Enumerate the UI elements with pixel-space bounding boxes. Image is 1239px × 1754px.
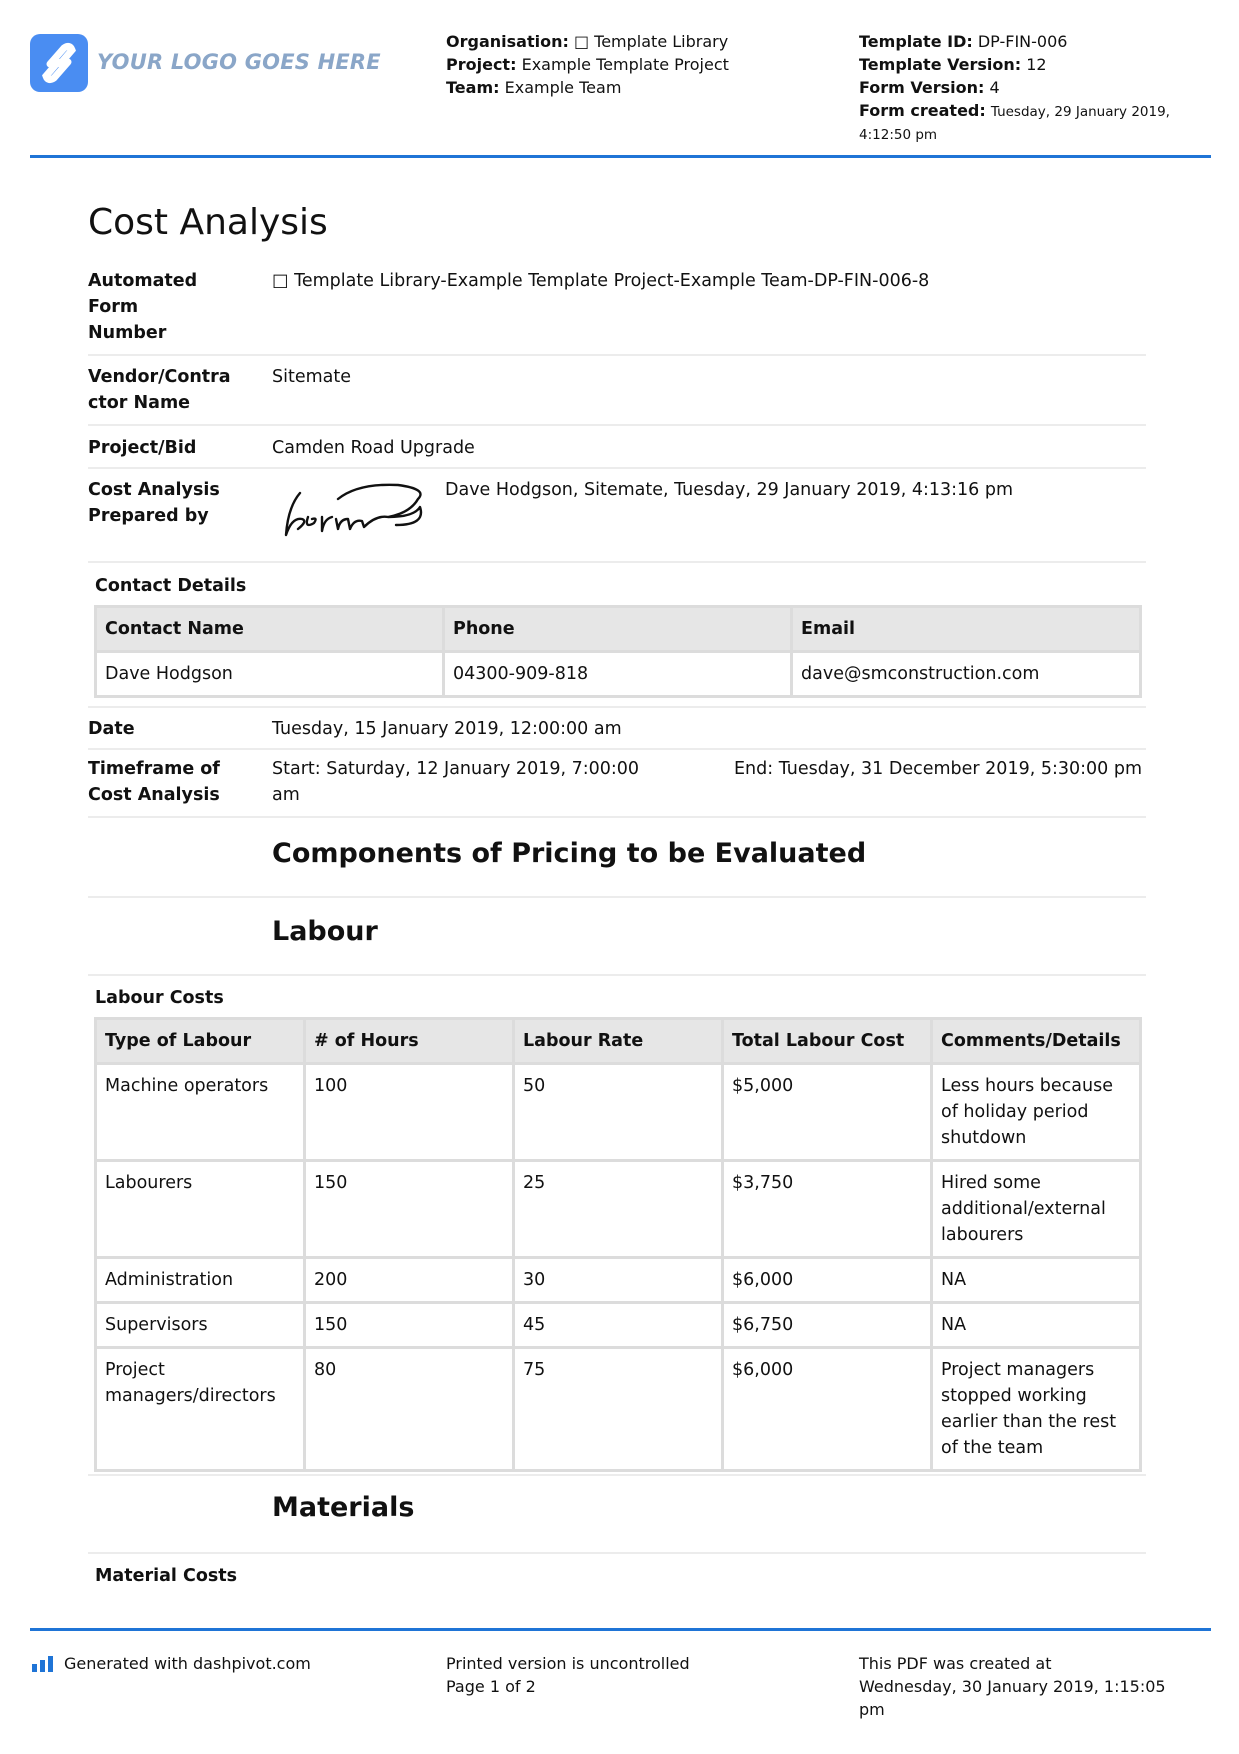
email-header: Email (792, 607, 1141, 652)
comments-header: Comments/Details (932, 1019, 1141, 1064)
table-cell: $6,000 (723, 1348, 932, 1471)
table-cell: 25 (514, 1161, 723, 1258)
total-labour-cost-header: Total Labour Cost (723, 1019, 932, 1064)
header-org-block: Organisation: □ Template Library Project: Example Template Project Team: Example Team (446, 32, 729, 97)
signature-image (278, 477, 428, 547)
table-cell: Hired some additional/external labourers (932, 1161, 1141, 1258)
components-heading-row (88, 826, 1146, 898)
contact-table (94, 605, 1142, 698)
table-cell: $3,750 (723, 1161, 932, 1258)
table-cell: 200 (305, 1258, 514, 1303)
timeframe-label: Timeframe of Cost Analysis (88, 759, 220, 805)
timeframe-end: End: Tuesday, 31 December 2019, 5:30:00 pm (734, 759, 1143, 779)
prepared-by-row (88, 477, 1146, 563)
table-cell: Administration (96, 1258, 305, 1303)
form-number-value: □ Template Library-Example Template Project-Example Team-DP-FIN-006-8 (272, 271, 930, 291)
table-cell: Machine operators (96, 1064, 305, 1161)
table-cell: Labourers (96, 1161, 305, 1258)
project-value: Camden Road Upgrade (272, 438, 475, 458)
phone-cell: 04300-909-818 (444, 652, 792, 697)
components-heading: Components of Pricing to be Evaluated (272, 838, 867, 869)
labour-header-row (96, 1019, 1141, 1064)
table-cell: NA (932, 1258, 1141, 1303)
email-cell: dave@smconstruction.com (792, 652, 1141, 697)
materials-section-label: Material Costs (95, 1566, 238, 1586)
hours-header: # of Hours (305, 1019, 514, 1064)
header-divider (30, 155, 1211, 158)
table-row (96, 1161, 1141, 1258)
form-number-row (88, 268, 1146, 356)
table-cell: Project managers/directors (96, 1348, 305, 1471)
table-row (96, 1348, 1141, 1471)
logo-icon (30, 34, 88, 92)
date-label: Date (88, 719, 135, 739)
contact-section-label: Contact Details (95, 576, 247, 596)
type-of-labour-header: Type of Labour (96, 1019, 305, 1064)
table-cell: 30 (514, 1258, 723, 1303)
table-cell: 50 (514, 1064, 723, 1161)
table-row (96, 1064, 1141, 1161)
logo-text: YOUR LOGO GOES HERE (97, 50, 381, 74)
timeframe-start: Start: Saturday, 12 January 2019, 7:00:00 am (272, 759, 640, 805)
table-cell: 45 (514, 1303, 723, 1348)
table-row (96, 1258, 1141, 1303)
materials-heading: Materials (272, 1492, 415, 1523)
footer-generated: Generated with dashpivot.com (64, 1654, 311, 1673)
prepared-by-value: Dave Hodgson, Sitemate, Tuesday, 29 January 2019, 4:13:16 pm (445, 480, 1014, 500)
table-cell: 80 (305, 1348, 514, 1471)
contact-name-header: Contact Name (96, 607, 444, 652)
labour-heading: Labour (272, 916, 378, 947)
table-row (96, 1303, 1141, 1348)
labour-table (94, 1017, 1142, 1472)
labour-heading-row (88, 898, 1146, 976)
header-template-block: Template ID: DP-FIN-006 Template Version: 12 Form Version: 4 Form created: Tuesday, 29 January 2019, 4:12:50 pm (859, 32, 1170, 143)
table-cell: $6,000 (723, 1258, 932, 1303)
page-title: Cost Analysis (88, 202, 328, 243)
table-row (96, 652, 1141, 697)
date-row (88, 706, 1146, 750)
table-cell: $6,750 (723, 1303, 932, 1348)
vendor-value: Sitemate (272, 367, 351, 387)
contact-header-row (96, 607, 1141, 652)
footer-print-note: Printed version is uncontrolled Page 1 of 2 (446, 1654, 690, 1696)
date-value: Tuesday, 15 January 2019, 12:00:00 am (272, 719, 622, 739)
footer-divider (30, 1628, 1211, 1631)
prepared-by-label: Cost Analysis Prepared by (88, 480, 220, 526)
vendor-row (88, 364, 1146, 426)
timeframe-row (88, 756, 1146, 818)
form-number-label: Automated Form Number (88, 271, 198, 343)
project-row (88, 435, 1146, 469)
table-cell: Supervisors (96, 1303, 305, 1348)
footer-pdf-created: This PDF was created at Wednesday, 30 January 2019, 1:15:05 pm (859, 1654, 1166, 1719)
dashpivot-icon (32, 1656, 54, 1672)
table-cell: NA (932, 1303, 1141, 1348)
table-cell: $5,000 (723, 1064, 932, 1161)
contact-name-cell: Dave Hodgson (96, 652, 444, 697)
table-cell: Project managers stopped working earlier than the rest of the team (932, 1348, 1141, 1471)
table-cell: 150 (305, 1303, 514, 1348)
table-cell: 75 (514, 1348, 723, 1471)
project-label: Project/Bid (88, 438, 197, 458)
page-header (0, 0, 1239, 160)
vendor-label: Vendor/Contractor Name (88, 367, 231, 413)
table-cell: Less hours because of holiday period shutdown (932, 1064, 1141, 1161)
materials-heading-row (88, 1474, 1146, 1554)
table-cell: 150 (305, 1161, 514, 1258)
table-cell: 100 (305, 1064, 514, 1161)
page-number: Page 1 of 2 (446, 1677, 536, 1696)
phone-header: Phone (444, 607, 792, 652)
labour-rate-header: Labour Rate (514, 1019, 723, 1064)
labour-section-label: Labour Costs (95, 988, 224, 1008)
dashpivot-link[interactable]: dashpivot.com (193, 1654, 311, 1673)
